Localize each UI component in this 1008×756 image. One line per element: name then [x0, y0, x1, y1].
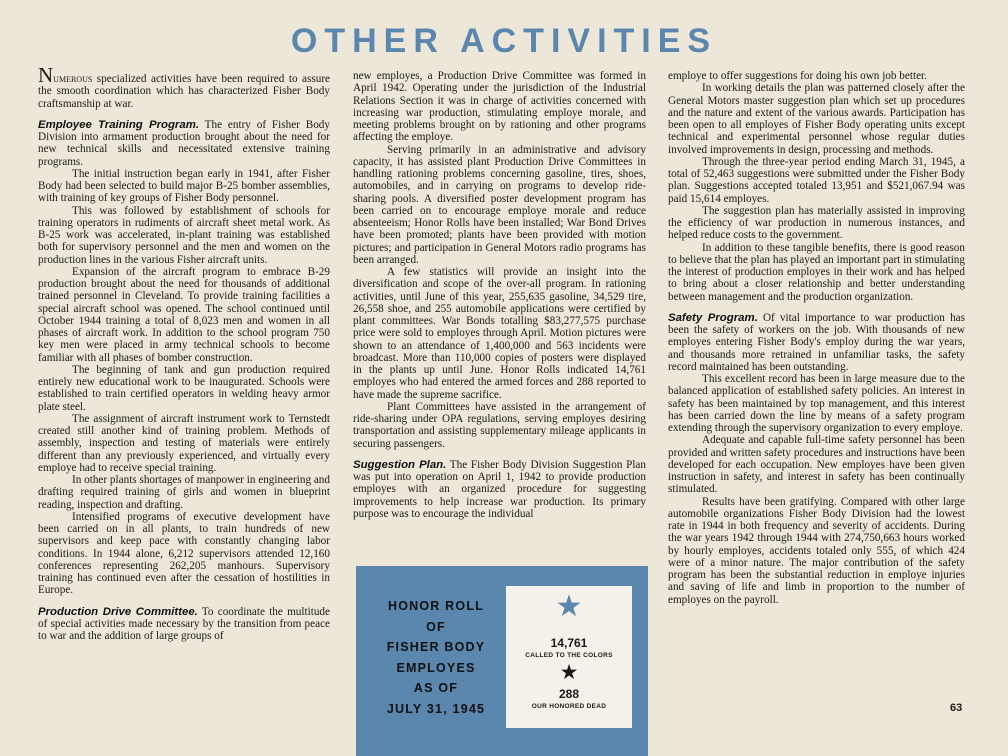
safety-paragraph-3: Adequate and capable full-time safety personnel has been provided and written safety procedures and instructions have been developed for each occupation. New employes have been given instruction in safety, and interest in safety has been continually stimulated.	[668, 434, 965, 496]
page-title: OTHER ACTIVITIES	[290, 22, 718, 60]
training-paragraph-8: Intensified programs of executive development have been carried on in all plants, to train hundreds of new supervisors and keep pace with constantly changing labor conditions. In 1944 alone, 6,212 supervisors attended 12,160 conferences representing 262,205 manhours. Supervisory training has continued even after the cessation of hostilities in Europe.	[38, 510, 330, 597]
training-paragraph-3: This was followed by establishment of schools for training operators in rudiments of aircraft sheet metal work. As B-25 work was accelerated, in-plant training was established both for supervisory personnel and the men and women on the production lines in the various Fisher aircraft units.	[38, 204, 330, 266]
training-paragraph-2: The initial instruction began early in 1941, after Fisher Body had been selected to build major B-25 bomber assemblies, with training of key groups of Fisher Body personnel.	[38, 167, 330, 205]
suggestion-paragraph-4: The suggestion plan has materially assisted in improving the efficiency of war production in numerous instances, and helped reduce costs to the government.	[668, 204, 965, 242]
drive-paragraph-1-cont: new employes, a Production Drive Committee was formed in April 1942. Operating under the jurisdiction of the Industrial Relations Section it was in charge of activities concerned with increasing war production, stimulating employe morale, and meeting problems brought on by rationing and other programs affecting the employe.	[353, 70, 646, 144]
drive-heading: Production Drive Committee.	[38, 605, 198, 618]
called-number: 14,761	[550, 636, 588, 650]
dead-caption: OUR HONORED DEAD	[531, 703, 607, 710]
training-paragraph-7: In other plants shortages of manpower in engineering and drafting required training of girls and women in blueprint reading, inspection and drafting.	[38, 474, 330, 511]
drive-paragraph-3: A few statistics will provide an insight into the diversification and scope of the over-all program. In rationing activities, until June of this year, 255,635 gasoline, 34,529 tire, 26,558 shoe, and 255 automobile applications were certified by plant committees. War Bonds totalling $83,277,575 purchase price were sold to employes through April. Motion pictures were shown to an attendance of 1,400,000 and 563 incidents were broadcast. More than 110,000 copies of posters were displayed in the plants up until June. Honor Rolls indicated 14,761 employes who had entered the armed forces and 288 reported to have made the supreme sacrifice.	[353, 266, 646, 401]
suggestion-paragraph-3: Through the three-year period ending March 31, 1945, a total of 52,463 suggestions were submitted under the Fisher Body plan. Suggestions accepted totaled 13,951 and $521,067.94 was paid 15,614 employes.	[668, 155, 965, 205]
suggestion-paragraph-5: In addition to these tangible benefits, there is good reason to believe that the plan has played an important part in stimulating the interest of production employes in their work and has helped to bring about a closer relationship and better understanding between management and the production organization.	[668, 241, 965, 303]
intro-smallcaps: umerous	[53, 71, 93, 85]
black-star-icon: ★	[559, 660, 579, 684]
training-paragraph-4: Expansion of the aircraft program to embrace B-29 production brought about the need for thousands of additional trained personnel in Cleveland. To provide training facilities a special aircraft school was opened. The school continued until October 1944 training a total of 8,023 men and women in all phases of aircraft work. In addition to the school program 750 key men were placed in army technical schools to become familiar with all phases of bomber construction.	[38, 265, 330, 364]
drive-text: To coordinate the multitude of special activities made necessary by the transition from peace to war and the addition of large groups of	[38, 605, 330, 642]
honor-roll-line: FISHER BODY	[386, 640, 486, 654]
safety-heading: Safety Program.	[668, 311, 758, 324]
drive-paragraph-4: Plant Committees have assisted in the arrangement of ride-sharing under OPA regulations, serving employes desiring transportation and assisting supplementary mileage applicants in securing passengers.	[353, 400, 646, 450]
suggestion-paragraph-1-cont: employe to offer suggestions for doing his own job better.	[668, 70, 927, 82]
honor-roll-line: OF	[426, 619, 446, 634]
honor-roll-panel	[356, 566, 648, 756]
suggestion-heading: Suggestion Plan.	[353, 458, 447, 471]
drive-paragraph-2: Serving primarily in an administrative and advisory capacity, it has assisted plant Production Drive Committees in handling rationing problems concerning gasoline, tires, shoes, automobiles, and in carrying on programs to develop ride-sharing pools. A diversified poster development program has been carried on to encourage employe morale and reduce absenteeism; Honor Rolls have been installed; War Bond Drives have been promoted; plants have been provided with motion pictures; and participation in General Motors radio programs has been arranged.	[353, 143, 646, 266]
training-text: The entry of Fisher Body Division into armament production brought about the need for new technical skills and necessitated extensive training programs.	[38, 118, 330, 168]
honor-roll-line: AS OF	[413, 681, 459, 695]
safety-section-paragraph	[668, 312, 965, 373]
honor-roll-title	[366, 596, 506, 719]
drop-cap: N	[38, 63, 54, 87]
page-number: 63	[950, 702, 963, 714]
column-1	[38, 63, 331, 642]
honor-roll-line: HONOR ROLL	[387, 599, 485, 613]
suggestion-paragraph-2: In working details the plan was patterned closely after the General Motors master suggestion plan which set up procedures and the nature and extent of the various awards. Participation has been open to all employes of Fisher Body operating units except technical and experimental personnel whose regular duties involved improvements in design, processing and methods.	[668, 82, 965, 156]
intro-text: specialized activities have been required to assure the smooth coordination which has characterized Fisher Body craftsmanship at war.	[38, 73, 331, 110]
drive-section-paragraph	[38, 606, 330, 643]
training-paragraph-5: The beginning of tank and gun production required entirely new educational work to be inaugurated. Schools were established to train certified operators in welding heavy armor plate steel.	[38, 363, 330, 413]
column-2	[353, 70, 646, 520]
blue-star-icon: ★	[555, 589, 583, 624]
column-3	[668, 70, 965, 606]
dead-number: 288	[558, 687, 580, 701]
safety-paragraph-2: This excellent record has been in large measure due to the balanced application of established safety policies. An interest in safety has been maintained by top management, and this interest has been carried down the line by means of a safety program extending through the supervisory organization to every employe.	[668, 373, 965, 434]
honor-roll-line: JULY 31, 1945	[386, 701, 486, 716]
training-heading: Employee Training Program.	[38, 118, 199, 131]
training-section-paragraph	[38, 119, 330, 168]
honor-roll-card	[506, 586, 632, 728]
intro-paragraph	[38, 63, 331, 110]
suggestion-section-paragraph	[353, 459, 646, 520]
training-paragraph-6: The assignment of aircraft instrument work to Ternstedt created still another kind of training problem. Methods of assembly, inspection and testing of materials were entirely different than any previously experienced, and virtually every employe had to receive special training.	[38, 412, 330, 474]
honor-roll-line: EMPLOYES	[396, 660, 476, 675]
called-caption: CALLED TO THE COLORS	[525, 652, 613, 659]
safety-paragraph-4: Results have been gratifying. Compared with other large automobile organizations Fisher Body Division had the lowest rate in 1944 in both frequency and severity of accidents. During the war years 1942 through 1944 with 274,750,663 hours worked by hourly employes, accidents totaled only 555, of which 424 were of a minor nature. The major contribution of the safety program has been the substantial reduction in employe injuries and saving of life and limb in proportion to the number of employes on the payroll.	[668, 495, 965, 606]
safety-text: Of vital importance to war production has been the safety of workers on the job. With thousands of new employes entering Fisher Body's employ during the war years, and thousands more retrained in unfamiliar tasks, the safety record maintained has been outstanding.	[668, 311, 965, 373]
suggestion-text: The Fisher Body Division Suggestion Plan was put into operation on April 1, 1942 to provide production employes with an organized procedure for suggesting improvements to help increase war production. Its primary purpose was to encourage the individual	[353, 458, 646, 520]
